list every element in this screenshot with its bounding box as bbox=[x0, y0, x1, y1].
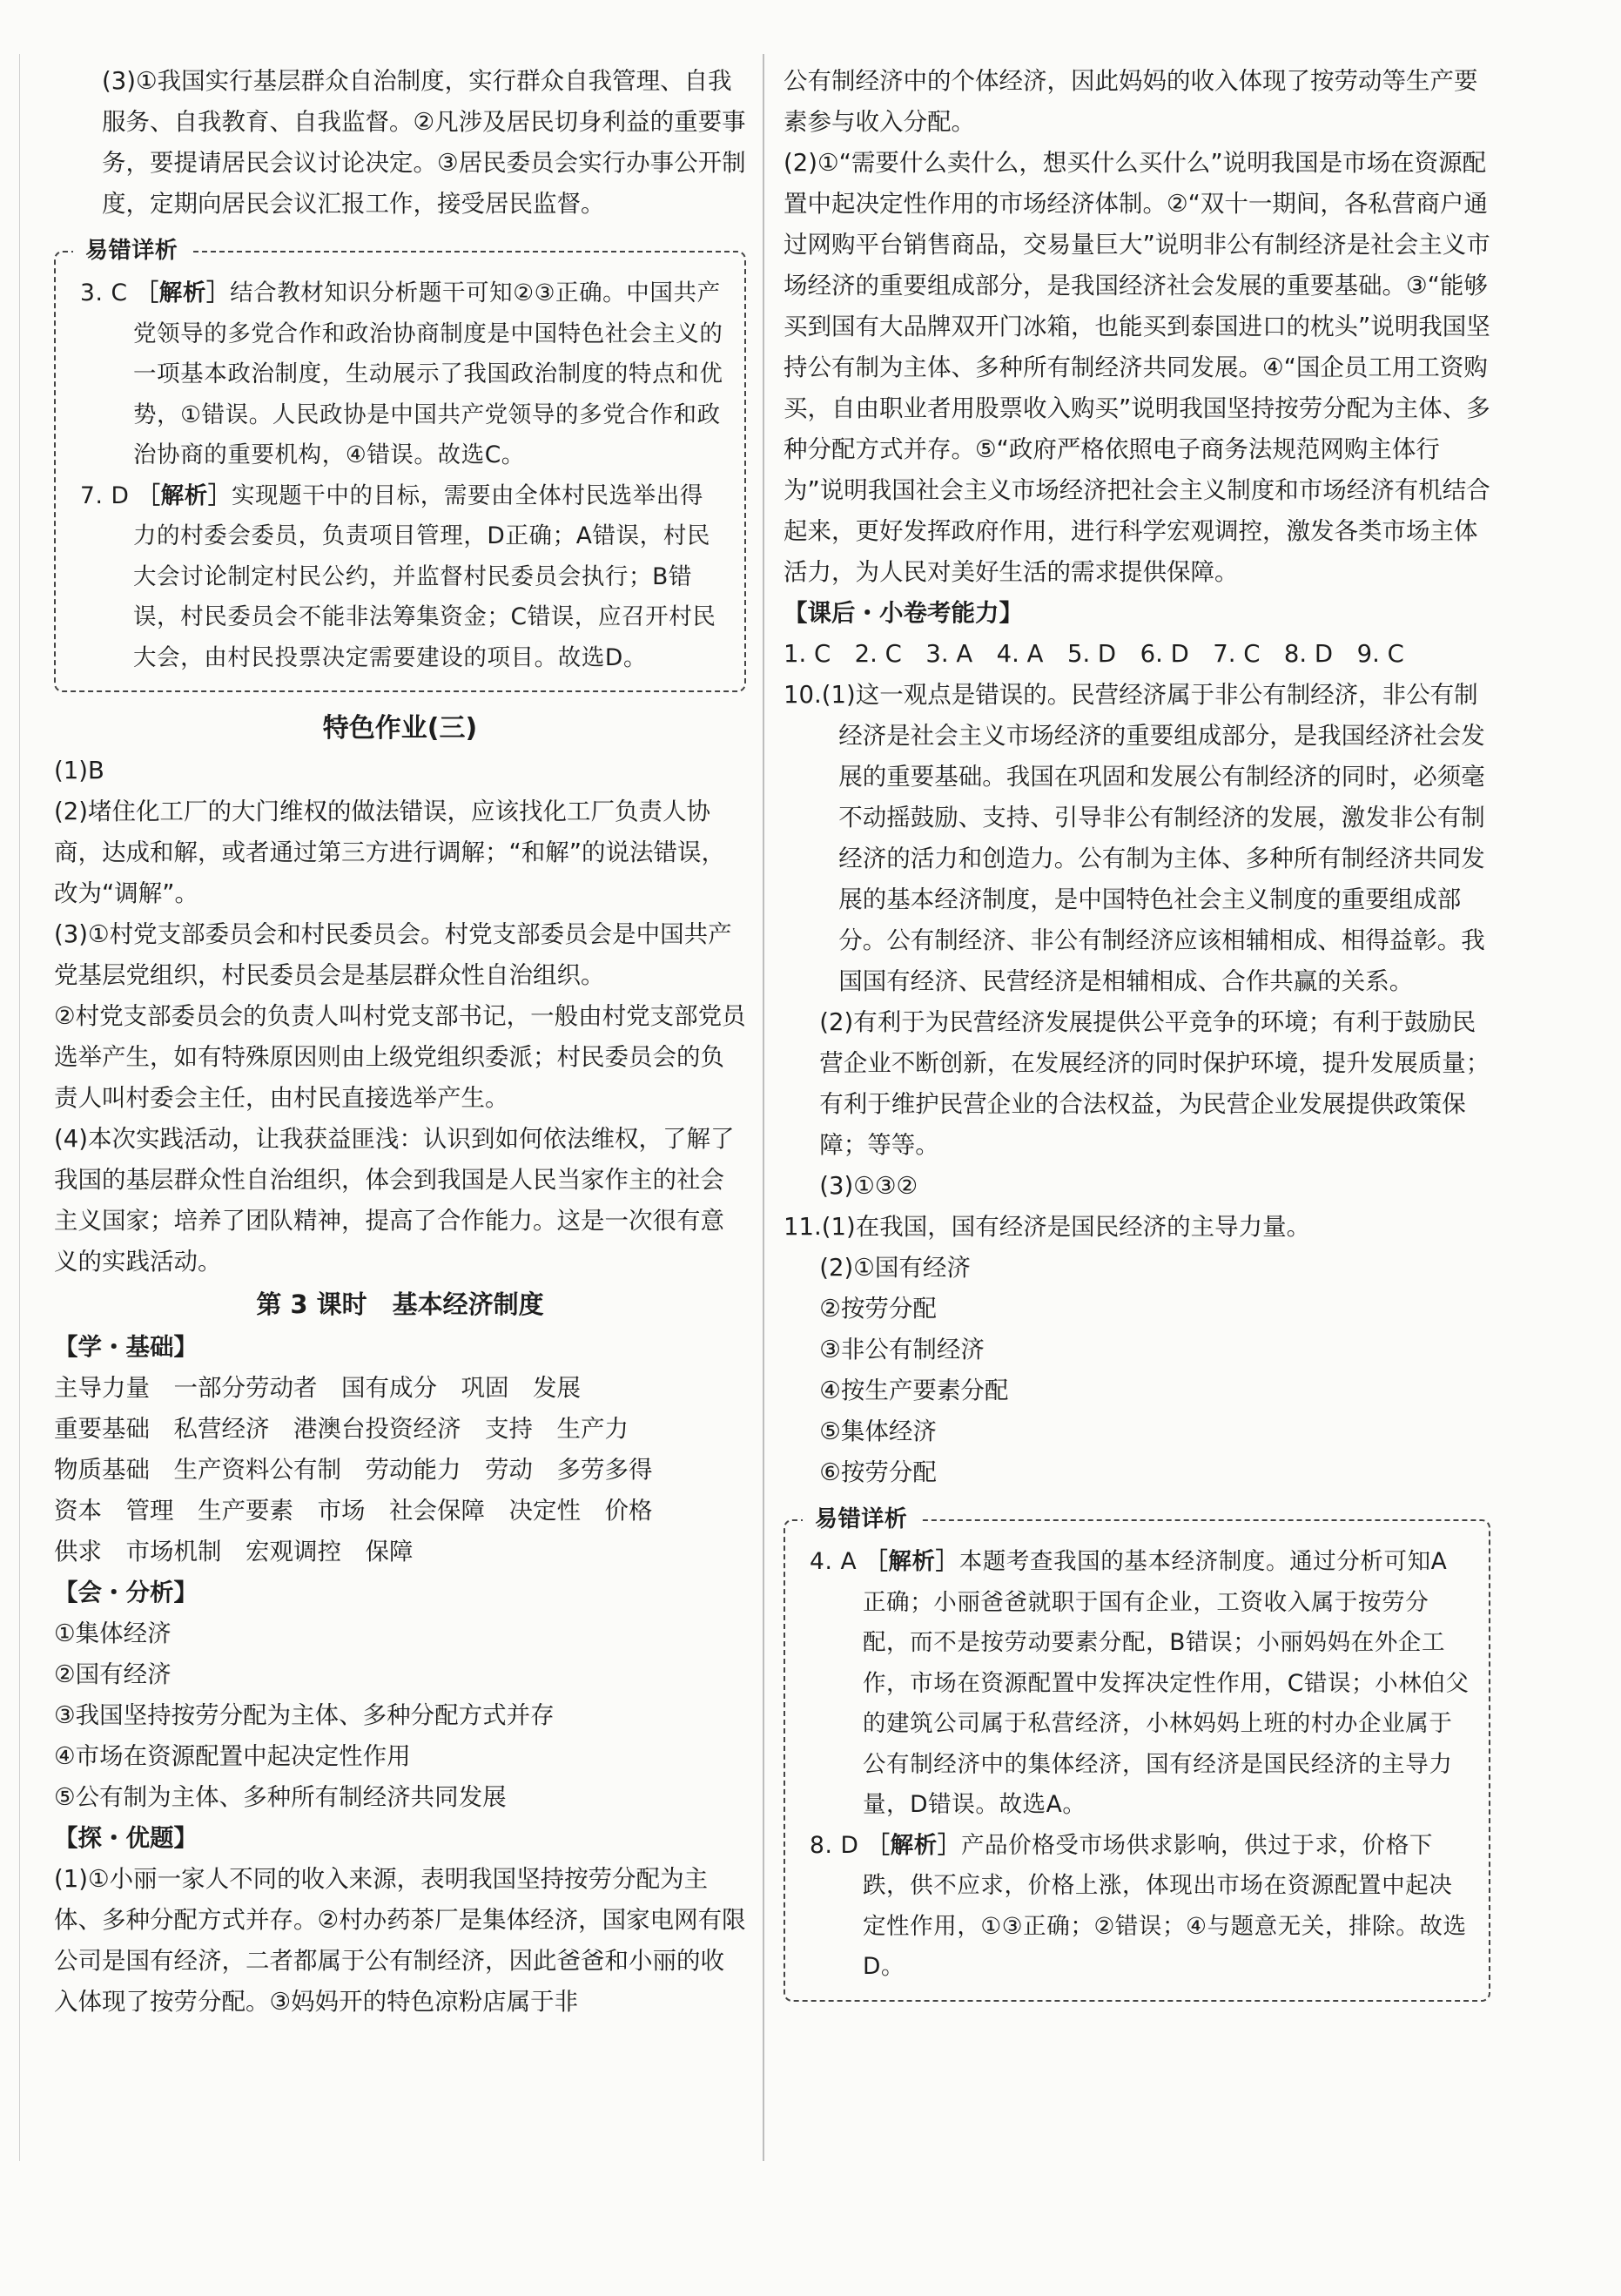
error-analysis-box-2 bbox=[784, 1506, 1490, 2002]
box-title: 易错详析 bbox=[803, 1504, 919, 1535]
answer-q10 bbox=[784, 675, 1490, 1002]
analysis-item bbox=[80, 273, 725, 476]
binding-rule bbox=[19, 54, 20, 2161]
hui-item: ②国有经济 bbox=[54, 1660, 172, 1688]
special-homework-title: 特色作业(三) bbox=[322, 713, 478, 744]
section-label-xue: 【学・基础】 bbox=[54, 1333, 198, 1361]
item-number: 8. D bbox=[810, 1831, 859, 1859]
right-column bbox=[784, 61, 1490, 2017]
answer-q3-sub3: (3)①我国实行基层群众自治制度，实行群众自我管理、自我服务、自我教育、自我监督。②凡涉及居民切身利益的重要事务，要提请居民会议讨论决定。③居民委员会实行办事公开制度，定期向居民会议汇报工作，接受居民监督。 bbox=[102, 67, 746, 218]
item-number: 7. D bbox=[80, 481, 130, 509]
analysis-text: 本题考查我国的基本经济制度。通过分析可知A正确；小丽爸爸就职于国有企业，工资收入属于按劳分配，而不是按劳动要素分配，B错误；小丽妈妈在外企工作，市场在资源配置中发挥决定性作用，C错误；小林伯父的建筑公司属于私营经济，小林妈妈上班的村办企业属于公有制经济中的集体经济，国有经济是国民经济的主导力量，D错误。故选A。 bbox=[862, 1548, 1470, 1818]
q11-item: (2)①国有经济 bbox=[819, 1254, 971, 1282]
analysis-text: 产品价格受市场供求影响，供过于求，价格下跌，供不应求，价格上涨，体现出市场在资源配置中起决定性作用，①③正确；②错误；④与题意无关，排除。故选D。 bbox=[862, 1831, 1467, 1980]
fill-words-line: 主导力量 一部分劳动者 国有成分 巩固 发展 bbox=[54, 1374, 581, 1402]
analysis-tag: ［解析］ bbox=[137, 481, 232, 509]
fill-words-line: 资本 管理 生产要素 市场 社会保障 决定性 价格 bbox=[54, 1497, 653, 1525]
error-analysis-box-1 bbox=[54, 238, 746, 692]
fill-words-line: 重要基础 私营经济 港澳台投资经济 支持 生产力 bbox=[54, 1415, 629, 1443]
q11-item: ④按生产要素分配 bbox=[819, 1377, 1009, 1404]
box-title: 易错详析 bbox=[73, 235, 190, 266]
hui-item: ①集体经济 bbox=[54, 1619, 172, 1647]
question-number: 10. bbox=[784, 681, 822, 709]
special-answer: (2)堵住化工厂的大门维权的做法错误，应该找化工厂负责人协商，达成和解，或者通过第三方进行调解；“和解”的说法错误，改为“调解”。 bbox=[54, 798, 725, 907]
analysis-item bbox=[810, 1542, 1470, 1826]
q10-part2: (2)有利于为民营经济发展提供公平竞争的环境；有利于鼓励民营企业不断创新，在发展经济的同时保护环境，提升发展质量；有利于维护民营企业的合法权益，为民营企业发展提供政策保障；等等。 bbox=[819, 1008, 1490, 1159]
lesson-title: 第 3 课时 基本经济制度 bbox=[256, 1289, 544, 1319]
tan-answer-2: (2)①“需要什么卖什么，想买什么买什么”说明我国是市场在资源配置中起决定性作用的市场经济体制。②“双十一期间，各私营商户通过网购平台销售商品，交易量巨大”说明非公有制经济是社会主义市场经济的重要组成部分，是我国经济社会发展的重要基础。③“能够买到国有大品牌双开门冰箱，也能买到泰国进口的枕头”说明我国坚持公有制为主体、多种所有制经济共同发展。④“国企员工用工资购买，自由职业者用股票收入购买”说明我国坚持按劳分配为主体、多种分配方式并存。⑤“政府严格依照电子商务法规范网购主体行为”说明我国社会主义市场经济把社会主义制度和市场经济有机结合起来，更好发挥政府作用，进行科学宏观调控，激发各类市场主体活力，为人民对美好生活的需求提供保障。 bbox=[784, 149, 1490, 586]
analysis-text: 实现题干中的目标，需要由全体村民选举出得力的村委会委员，负责项目管理，D正确；A错误，村民大会讨论制定村民公约，并监督村民委员会执行；B错误，村民委员会不能非法筹集资金；C错误，应召开村民大会，由村民投票决定需要建设的项目。故选D。 bbox=[132, 481, 716, 671]
tan-answer-1: (1)①小丽一家人不同的收入来源，表明我国坚持按劳分配为主体、多种分配方式并存。②村办药茶厂是集体经济，国家电网有限公司是国有经济，二者都属于公有制经济，因此爸爸和小丽的收入体现了按劳分配。③妈妈开的特色凉粉店属于非 bbox=[54, 1865, 746, 2016]
q11-item: ⑤集体经济 bbox=[819, 1417, 937, 1445]
q11-item: ②按劳分配 bbox=[819, 1295, 937, 1323]
q11-item: ⑥按劳分配 bbox=[819, 1458, 937, 1486]
choice-answers: 1. C 2. C 3. A 4. A 5. D 6. D 7. C 8. D 9. C bbox=[784, 640, 1404, 668]
special-answer: (3)①村党支部委员会和村民委员会。村党支部委员会是中国共产党基层党组织，村民委员会是基层群众性自治组织。 bbox=[54, 920, 732, 989]
analysis-tag: ［解析］ bbox=[864, 1548, 959, 1575]
analysis-item bbox=[810, 1826, 1470, 1988]
analysis-tag: ［解析］ bbox=[866, 1831, 961, 1859]
section-label-hui: 【会・分析】 bbox=[54, 1579, 198, 1606]
item-number: 4. A bbox=[810, 1548, 858, 1575]
analysis-tag: ［解析］ bbox=[135, 279, 231, 306]
special-answer: (1)B bbox=[54, 757, 104, 784]
hui-item: ④市场在资源配置中起决定性作用 bbox=[54, 1742, 411, 1770]
q11-item: ③非公有制经济 bbox=[819, 1336, 985, 1363]
section-label-after-class: 【课后・小卷考能力】 bbox=[784, 599, 1023, 627]
special-answer: ②村党支部委员会的负责人叫村党支部书记，一般由村党支部党员选举产生，如有特殊原因则由上级党组织委派；村民委员会的负责人叫村委会主任，由村民直接选举产生。 bbox=[54, 1002, 746, 1112]
fill-words-line: 供求 市场机制 宏观调控 保障 bbox=[54, 1538, 414, 1565]
q11-part1: (1)在我国，国有经济是国民经济的主导力量。 bbox=[821, 1213, 1311, 1241]
analysis-text: 结合教材知识分析题干可知②③正确。中国共产党领导的多党合作和政治协商制度是中国特色社会主义的一项基本政治制度，生动展示了我国政治制度的特点和优势，①错误。人民政协是中国共产党领导的多党合作和政治协商的重要机构，④错误。故选C。 bbox=[132, 279, 723, 468]
left-column bbox=[54, 61, 746, 2023]
analysis-item bbox=[80, 476, 725, 679]
q10-part1: (1)这一观点是错误的。民营经济属于非公有制经济，非公有制经济是社会主义市场经济的重要组成部分，是我国经济社会发展的重要基础。我国在巩固和发展公有制经济的同时，必须毫不动摇鼓励、支持、引导非公有制经济的发展，激发非公有制经济的活力和创造力。公有制为主体、多种所有制经济共同发展的基本经济制度，是中国特色社会主义制度的重要组成部分。公有制经济、非公有制经济应该相辅相成、相得益彰。我国国有经济、民营经济是相辅相成、合作共赢的关系。 bbox=[821, 681, 1485, 995]
fill-words-line: 物质基础 生产资料公有制 劳动能力 劳动 多劳多得 bbox=[54, 1456, 653, 1484]
answer-q11 bbox=[784, 1207, 1490, 1248]
tan-answer-1-continued: 公有制经济中的个体经济，因此妈妈的收入体现了按劳动等生产要素参与收入分配。 bbox=[784, 67, 1478, 136]
q10-part3: (3)①③② bbox=[819, 1172, 918, 1200]
hui-item: ③我国坚持按劳分配为主体、多种分配方式并存 bbox=[54, 1701, 555, 1729]
hui-item: ⑤公有制为主体、多种所有制经济共同发展 bbox=[54, 1783, 507, 1811]
question-number: 11. bbox=[784, 1213, 822, 1241]
special-answer: (4)本次实践活动，让我获益匪浅：认识到如何依法维权，了解了我国的基层群众性自治组织，体会到我国是人民当家作主的社会主义国家；培养了团队精神，提高了合作能力。这是一次很有意义的实践活动。 bbox=[54, 1125, 735, 1276]
section-label-tan: 【探・优题】 bbox=[54, 1824, 198, 1852]
item-number: 3. C bbox=[80, 279, 128, 306]
column-divider bbox=[763, 54, 764, 2161]
